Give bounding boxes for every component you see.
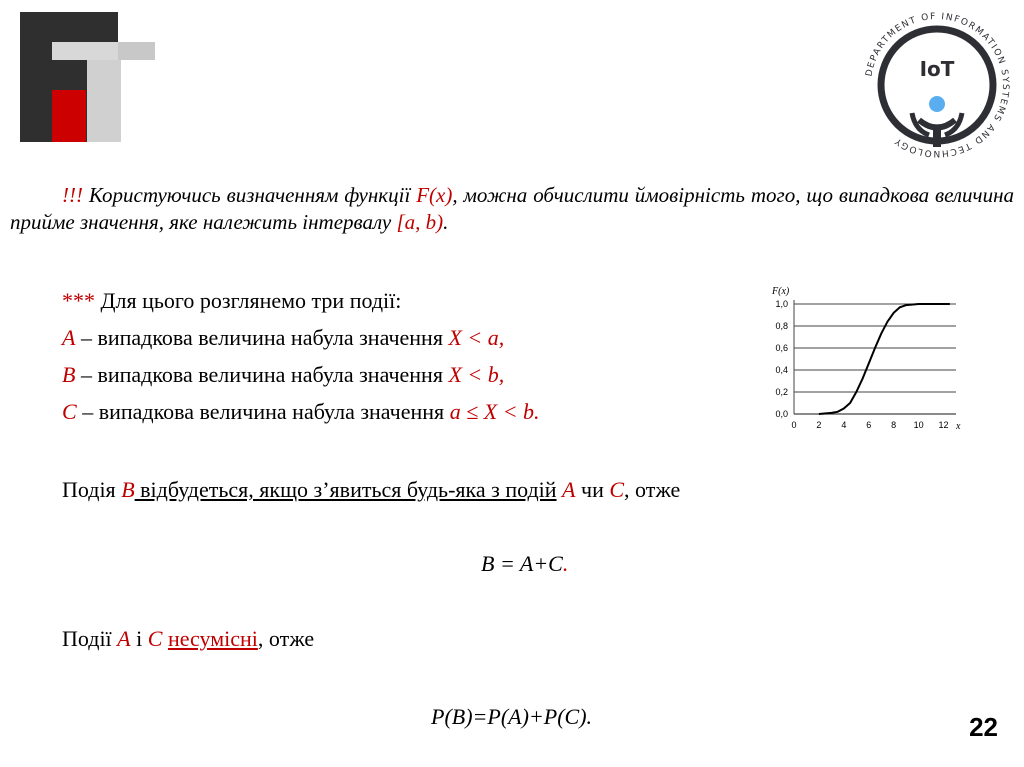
s2-t2: і bbox=[130, 626, 148, 651]
event-text: – випадкова величина набула значення bbox=[75, 325, 449, 350]
event-a bbox=[62, 324, 504, 352]
chart-x-tick-label: 10 bbox=[913, 420, 924, 430]
statement-2 bbox=[62, 625, 314, 653]
s1-t2: відбудеться, якщо з’явиться будь-яка з подій bbox=[134, 477, 557, 502]
chart-y-tick-label: 0,2 bbox=[775, 387, 788, 397]
chart-ylabel: F(x) bbox=[772, 286, 790, 297]
s1-a: A bbox=[562, 477, 576, 502]
s2-word-incompatible: несумісні bbox=[167, 626, 258, 651]
chart-x-tick-label: 12 bbox=[938, 420, 949, 430]
s1-t1: Подія bbox=[62, 477, 122, 502]
s2-t1: Події bbox=[62, 626, 118, 651]
event-text: – випадкова величина набула значення bbox=[75, 362, 449, 387]
intro-text-1: Користуючись визначенням функції bbox=[82, 183, 417, 207]
chart-xlabel: x bbox=[956, 421, 961, 432]
intro-text-2: , можна обчислити ймовірність того, що випадкова величина прийме значення, яке належить інтервалу bbox=[10, 183, 1014, 234]
event-condition: X < a, bbox=[448, 325, 505, 350]
chart-x-tick-label: 0 bbox=[791, 420, 797, 430]
events-heading bbox=[62, 287, 401, 315]
chart-x-tick-label: 2 bbox=[816, 420, 822, 430]
cdf-chart bbox=[752, 278, 972, 438]
chart-y-tick-label: 0,8 bbox=[775, 321, 788, 331]
chart-x-tick-label: 4 bbox=[841, 420, 847, 430]
chart-y-tick-label: 0,0 bbox=[775, 409, 788, 419]
event-letter: A bbox=[62, 325, 76, 350]
s1-t5: , отже bbox=[624, 477, 681, 502]
intro-marker: !!! bbox=[62, 183, 83, 207]
event-letter: C bbox=[62, 399, 77, 424]
event-c bbox=[62, 398, 540, 426]
chart-x-tick-label: 6 bbox=[866, 420, 872, 430]
ft-logo bbox=[20, 12, 155, 144]
event-condition: a ≤ X < b. bbox=[449, 399, 540, 424]
event-b bbox=[62, 361, 504, 389]
iot-department-logo bbox=[857, 5, 1017, 165]
iot-center-text: IoT bbox=[919, 57, 955, 81]
s1-t4: чи bbox=[575, 477, 610, 502]
chart-x-tick-label: 8 bbox=[891, 420, 897, 430]
formula-1-text: B = A+C bbox=[481, 551, 563, 576]
s2-c: C bbox=[147, 626, 163, 651]
chart-y-tick-label: 0,6 bbox=[775, 343, 788, 353]
events-marker: *** bbox=[62, 288, 95, 313]
s2-a: A bbox=[117, 626, 131, 651]
s2-t4: , отже bbox=[257, 626, 315, 651]
intro-text-3: . bbox=[443, 210, 449, 234]
events-heading-text: Для цього розглянемо три події: bbox=[95, 288, 402, 313]
formula-1 bbox=[481, 550, 568, 578]
page-number: 22 bbox=[969, 712, 998, 742]
intro-paragraph bbox=[10, 182, 1014, 236]
event-condition: X < b, bbox=[448, 362, 505, 387]
intro-fx: F(x) bbox=[416, 183, 453, 207]
event-letter: B bbox=[62, 362, 76, 387]
chart-y-tick-label: 0,4 bbox=[775, 365, 788, 375]
formula-2-text: P(B)=P(A)+P(C). bbox=[431, 704, 593, 729]
iot-ring-text: DEPARTMENT OF INFORMATION SYSTEMS AND TECHNOLOGY bbox=[864, 11, 1011, 159]
statement-1 bbox=[62, 476, 680, 504]
cdf-series-line bbox=[819, 304, 950, 414]
formula-1-dot: . bbox=[562, 551, 569, 576]
event-text: – випадкова величина набула значення bbox=[76, 399, 450, 424]
intro-interval: [a, b) bbox=[396, 210, 444, 234]
s1-c: C bbox=[609, 477, 625, 502]
s1-b: B bbox=[121, 477, 135, 502]
chart-y-tick-label: 1,0 bbox=[775, 299, 788, 309]
formula-2 bbox=[431, 703, 592, 731]
